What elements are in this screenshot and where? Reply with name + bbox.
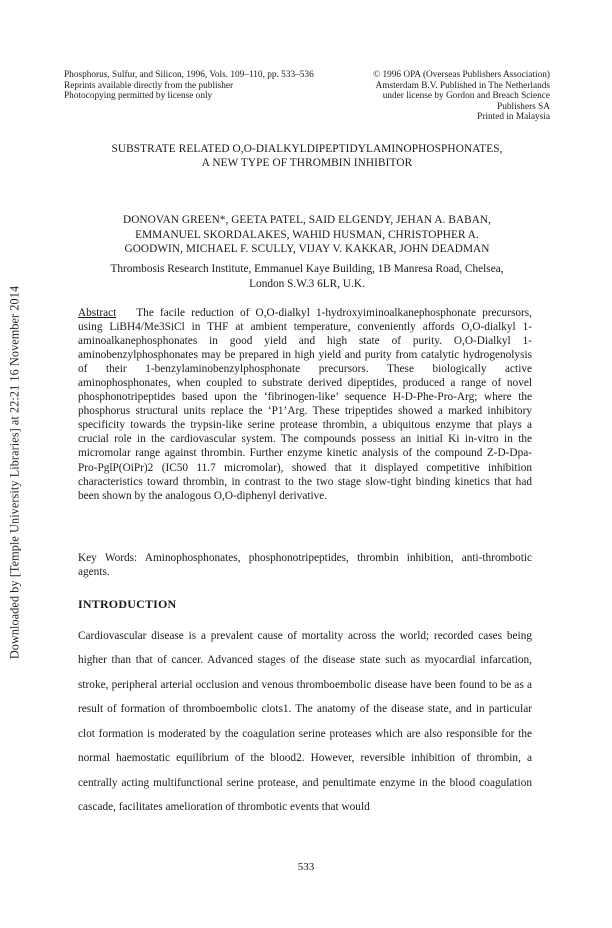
- keywords: Key Words: Aminophosphonates, phosphonotripeptides, thrombin inhibition, anti-thrombotic agents.: [78, 552, 532, 579]
- affiliation: [64, 262, 550, 291]
- copyright-line: Amsterdam B.V. Published in The Netherlands: [375, 80, 550, 91]
- author-line: GOODWIN, MICHAEL F. SCULLY, VIJAY V. KAKKAR, JOHN DEADMAN: [124, 243, 490, 255]
- page-number: 533: [297, 861, 315, 873]
- introduction-text: Cardiovascular disease is a prevalent cause of mortality across the world; recorded cases being higher than that of cancer. Advanced stages of the disease state such as myocardial infarcation, stroke, peripheral arterial occlusion and venous thromboembolic disease have been found to be as a result of formation of thromboembolic clots1. The anatomy of the disease state, and in particular clot formation is moderated by the coagulation serine proteases which are also responsible for the normal haemostatic equilibrium of the blood2. However, reversible inhibition of thrombin, a centrally acting multifunctional serine protease, and penultimate enzyme in the blood coagulation cascade, facilitates amelioration of thrombotic events that would: [78, 630, 532, 814]
- abstract-text: The facile reduction of O,O-dialkyl 1-hydroxyiminoalkanephosphonate precursors, using LiBH4/Me3SiCl in THF at ambient temperature, conveniently affords O,O-dialkyl 1-aminoalkanephosphonates in good yield and high state of purity. O,O-Dialkyl 1-aminobenzylphosphonates may be prepared in high yield and purity from catalytic hydrogenolysis of their 1-benzylaminobenzylphosphonate precursors. These biologically active aminophosphonates, when coupled to substrate derived dipeptides, produced a range of novel phosphonotripeptides based upon the ‘fibrinogen-like’ sequence H-D-Phe-Pro-Arg; where the phosphorus structural units replace the ‘P1’Arg. These tripeptides showed a marked inhibitory specificity towards the trypsin-like serine protease thrombin, a ubiquitous enzyme that plays a crucial role in the cardiovascular system. The compounds possess an initial Ki in-vitro in the micromolar range against thrombin. Further enzyme kinetic analysis of the compound Z-D-Dpa-Pro-PglP(OiPr)2 (IC50 11.7 micromolar), showed that it displayed competitive inhibition characteristics toward thrombin, in contrast to the two stage slow-tight binding kinetics that had been shown by the analogous O,O-diphenyl derivative.: [78, 307, 532, 502]
- download-watermark: Downloaded by [Temple University Libraries] at 22:21 16 November 2014: [7, 285, 22, 660]
- citation-line: Reprints available directly from the publisher: [64, 80, 234, 91]
- copyright-notice: [320, 70, 550, 123]
- copyright-line: Printed in Malaysia: [477, 112, 550, 123]
- copyright-line: under license by Gordon and Breach Science: [382, 91, 550, 102]
- abstract-label: Abstract: [78, 307, 117, 319]
- copyright-line: Publishers SA: [497, 101, 550, 112]
- citation-line: Phosphorus, Sulfur, and Silicon, 1996, Vols. 109–110, pp. 533–536: [64, 70, 314, 80]
- title-line: A NEW TYPE OF THROMBIN INHIBITOR: [201, 156, 413, 169]
- section-heading: INTRODUCTION: [78, 597, 177, 611]
- copyright-line: © 1996 OPA (Overseas Publishers Association): [373, 70, 550, 80]
- author-line: EMMANUEL SKORDALAKES, WAHID HUSMAN, CHRISTOPHER A.: [135, 228, 479, 241]
- affiliation-line: London S.W.3 6LR, U.K.: [249, 277, 365, 290]
- author-line: DONOVAN GREEN*, GEETA PATEL, SAID ELGENDY, JEHAN A. BABAN,: [123, 214, 491, 226]
- affiliation-line: Thrombosis Research Institute, Emmanuel Kaye Building, 1B Manresa Road, Chelsea,: [110, 263, 504, 275]
- paper-title: [64, 143, 550, 170]
- author-list: [64, 213, 550, 257]
- abstract: [78, 306, 532, 503]
- title-line: SUBSTRATE RELATED O,O-DIALKYLDIPEPTIDYLAMINOPHOSPHONATES,: [111, 143, 503, 155]
- citation-line: Photocopying permitted by license only: [64, 91, 213, 102]
- journal-citation: [64, 70, 364, 102]
